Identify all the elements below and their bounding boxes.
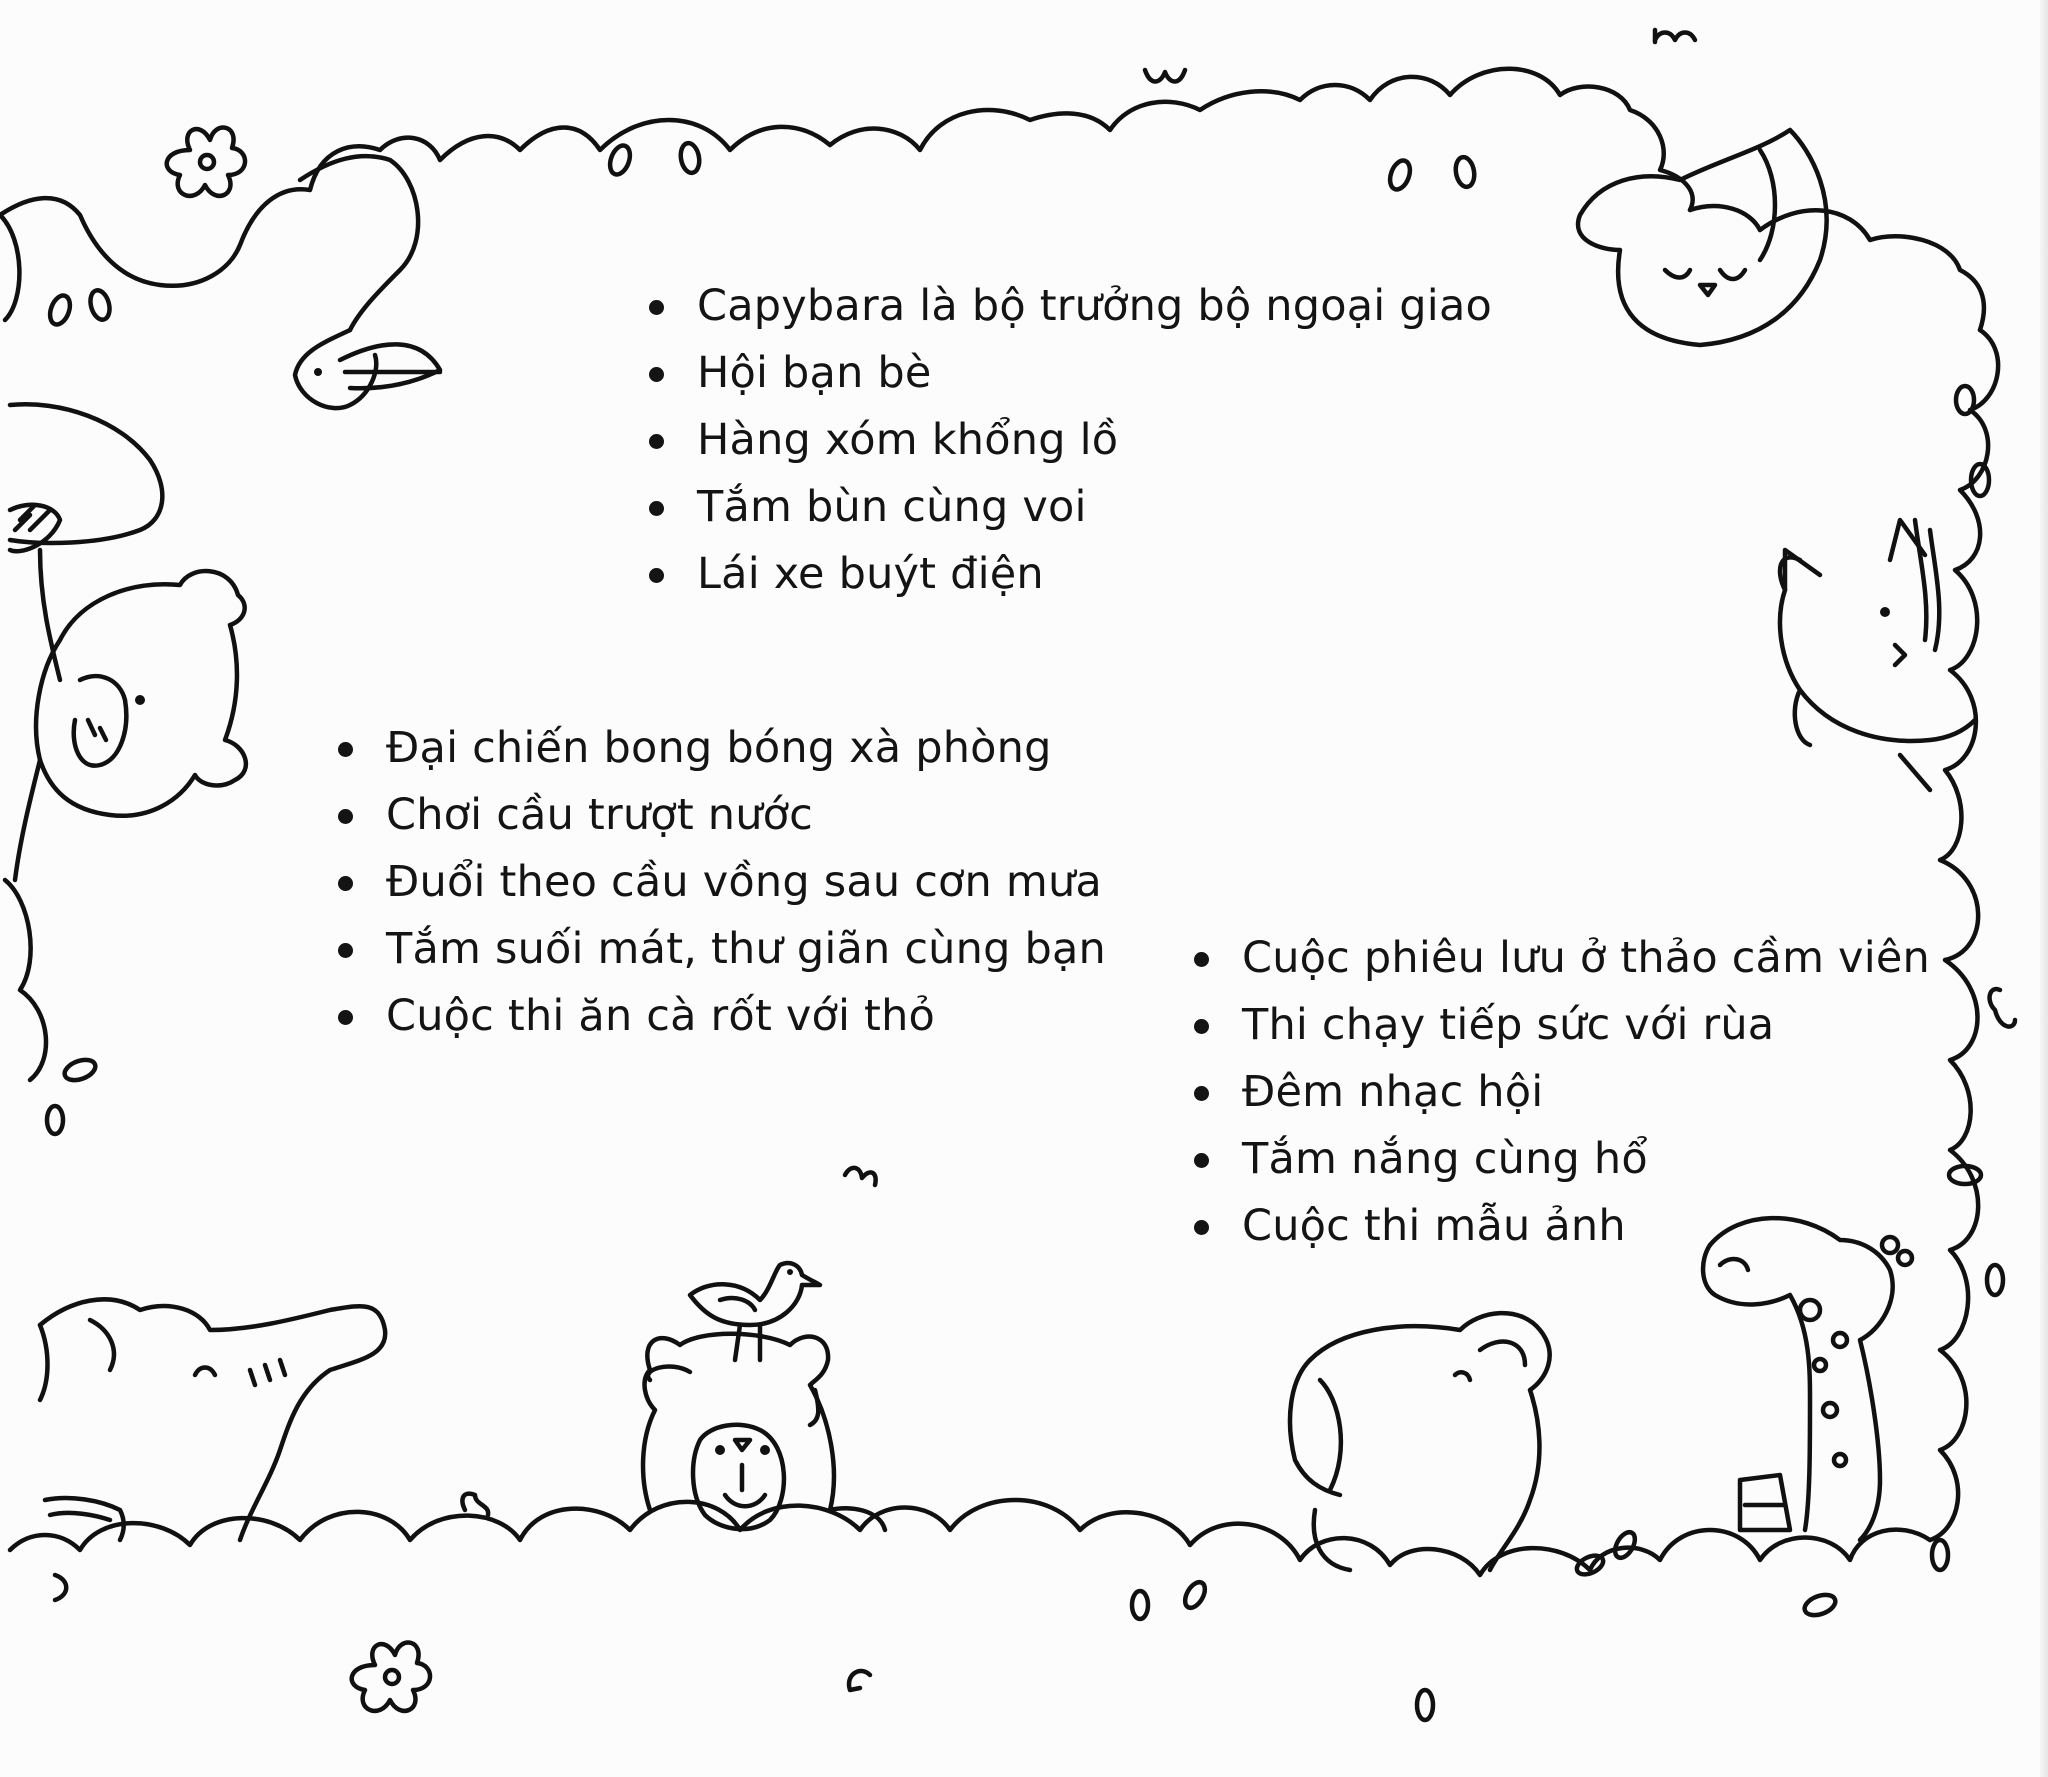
flower-bottom-left bbox=[352, 1643, 430, 1711]
top-cloud-border bbox=[0, 69, 1693, 286]
flower-top-left bbox=[167, 128, 245, 196]
bird-illustration bbox=[690, 1263, 820, 1360]
activity-list-top bbox=[645, 273, 1492, 608]
list-item: Đuổi theo cầu vồng sau cơn mưa bbox=[334, 849, 1106, 916]
mushroom-illustration bbox=[10, 404, 162, 680]
hippo-illustration bbox=[15, 571, 246, 880]
list-item: Tắm nắng cùng hổ bbox=[1190, 1126, 1930, 1193]
list-item: Tắm suối mát, thư giãn cùng bạn bbox=[334, 916, 1106, 983]
right-cloud-border bbox=[1930, 330, 1998, 1540]
page-edge-shadow bbox=[2040, 0, 2048, 1777]
list-item: Tắm bùn cùng voi bbox=[645, 474, 1492, 541]
bottom-cloud-border bbox=[10, 1500, 1930, 1575]
giraffe-illustration bbox=[1703, 1218, 1912, 1540]
activity-list-bottom bbox=[1190, 925, 1930, 1260]
sloth-illustration bbox=[1578, 130, 1827, 345]
list-item: Cuộc phiêu lưu ở thảo cầm viên bbox=[1190, 925, 1930, 992]
list-item: Lái xe buýt điện bbox=[645, 541, 1492, 608]
list-item: Đại chiến bong bóng xà phòng bbox=[334, 715, 1106, 782]
bear-illustration bbox=[1290, 1313, 1550, 1570]
list-item: Chơi cầu trượt nước bbox=[334, 782, 1106, 849]
list-item: Cuộc thi mẫu ảnh bbox=[1190, 1193, 1930, 1260]
activity-list-middle bbox=[334, 715, 1106, 1050]
elephant-illustration bbox=[40, 1299, 385, 1540]
list-item: Thi chạy tiếp sức với rùa bbox=[1190, 992, 1930, 1059]
list-item: Hội bạn bè bbox=[645, 340, 1492, 407]
toucan-illustration bbox=[295, 156, 440, 408]
list-item: Hàng xóm khổng lồ bbox=[645, 407, 1492, 474]
list-item: Cuộc thi ăn cà rốt với thỏ bbox=[334, 983, 1106, 1050]
list-item: Đêm nhạc hội bbox=[1190, 1059, 1930, 1126]
cat-illustration bbox=[1780, 520, 1975, 790]
left-cloud-border bbox=[0, 215, 19, 320]
list-item: Capybara là bộ trưởng bộ ngoại giao bbox=[645, 273, 1492, 340]
